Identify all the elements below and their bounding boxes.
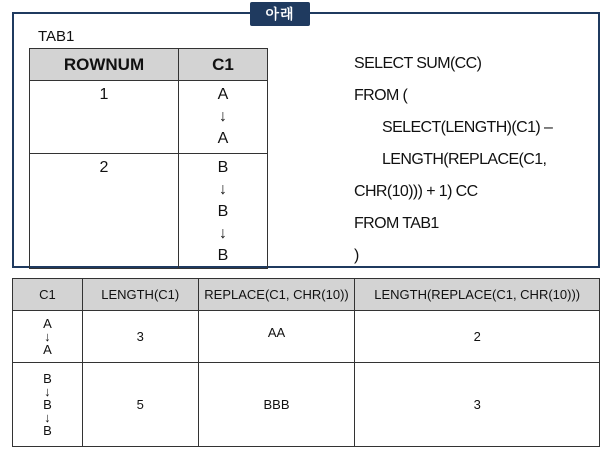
table-row — [13, 363, 600, 447]
length-cell: 5 — [82, 363, 198, 447]
length-cell: 3 — [82, 311, 198, 363]
c1-line: B — [217, 159, 229, 176]
result-table — [12, 278, 600, 447]
c1-cell — [179, 154, 268, 269]
column-header-c1: C1 — [179, 49, 268, 81]
arrow-down-icon: ↓ — [44, 410, 51, 425]
sql-query — [354, 48, 552, 272]
tab1-table — [29, 48, 268, 269]
rownum-cell: 1 — [30, 81, 179, 154]
rownum-cell: 2 — [30, 154, 179, 269]
column-header-length-replace: LENGTH(REPLACE(C1, CHR(10))) — [355, 279, 600, 311]
arrow-down-icon: ↓ — [219, 225, 227, 242]
sql-line: SELECT SUM(CC) — [354, 55, 482, 72]
arrow-down-icon: ↓ — [219, 181, 227, 198]
table-row — [30, 154, 268, 269]
c1-line: B — [43, 423, 52, 438]
sql-line: ) — [354, 247, 359, 264]
section-badge: 아래 — [250, 2, 310, 26]
arrow-down-icon: ↓ — [219, 108, 227, 125]
sql-line: FROM TAB1 — [354, 215, 439, 232]
column-header-length: LENGTH(C1) — [82, 279, 198, 311]
length-replace-cell: 2 — [355, 311, 600, 363]
arrow-down-icon: ↓ — [44, 329, 51, 344]
sql-line: FROM ( — [354, 87, 408, 104]
column-header-replace: REPLACE(C1, CHR(10)) — [198, 279, 355, 311]
column-header-rownum: ROWNUM — [30, 49, 179, 81]
c1-line: A — [43, 342, 52, 357]
c1-line: B — [217, 203, 229, 220]
table-row — [13, 311, 600, 363]
column-header-c1: C1 — [13, 279, 83, 311]
c1-cell — [13, 311, 83, 363]
sql-line: SELECT(LENGTH)(C1) – — [382, 119, 553, 136]
replace-cell: BBB — [198, 363, 355, 447]
length-replace-cell: 3 — [355, 363, 600, 447]
c1-line: A — [43, 316, 52, 331]
table-row — [30, 81, 268, 154]
sql-line: LENGTH(REPLACE(C1, — [382, 151, 547, 168]
arrow-down-icon: ↓ — [44, 384, 51, 399]
sql-line: CHR(10))) + 1) CC — [354, 183, 478, 200]
c1-line: B — [43, 371, 52, 386]
c1-cell — [13, 363, 83, 447]
c1-line: B — [43, 397, 52, 412]
c1-line: A — [217, 86, 229, 103]
replace-cell: AA — [198, 311, 355, 363]
c1-line: A — [217, 130, 229, 147]
table-title: TAB1 — [38, 28, 75, 45]
c1-line: B — [217, 247, 229, 264]
c1-cell — [179, 81, 268, 154]
